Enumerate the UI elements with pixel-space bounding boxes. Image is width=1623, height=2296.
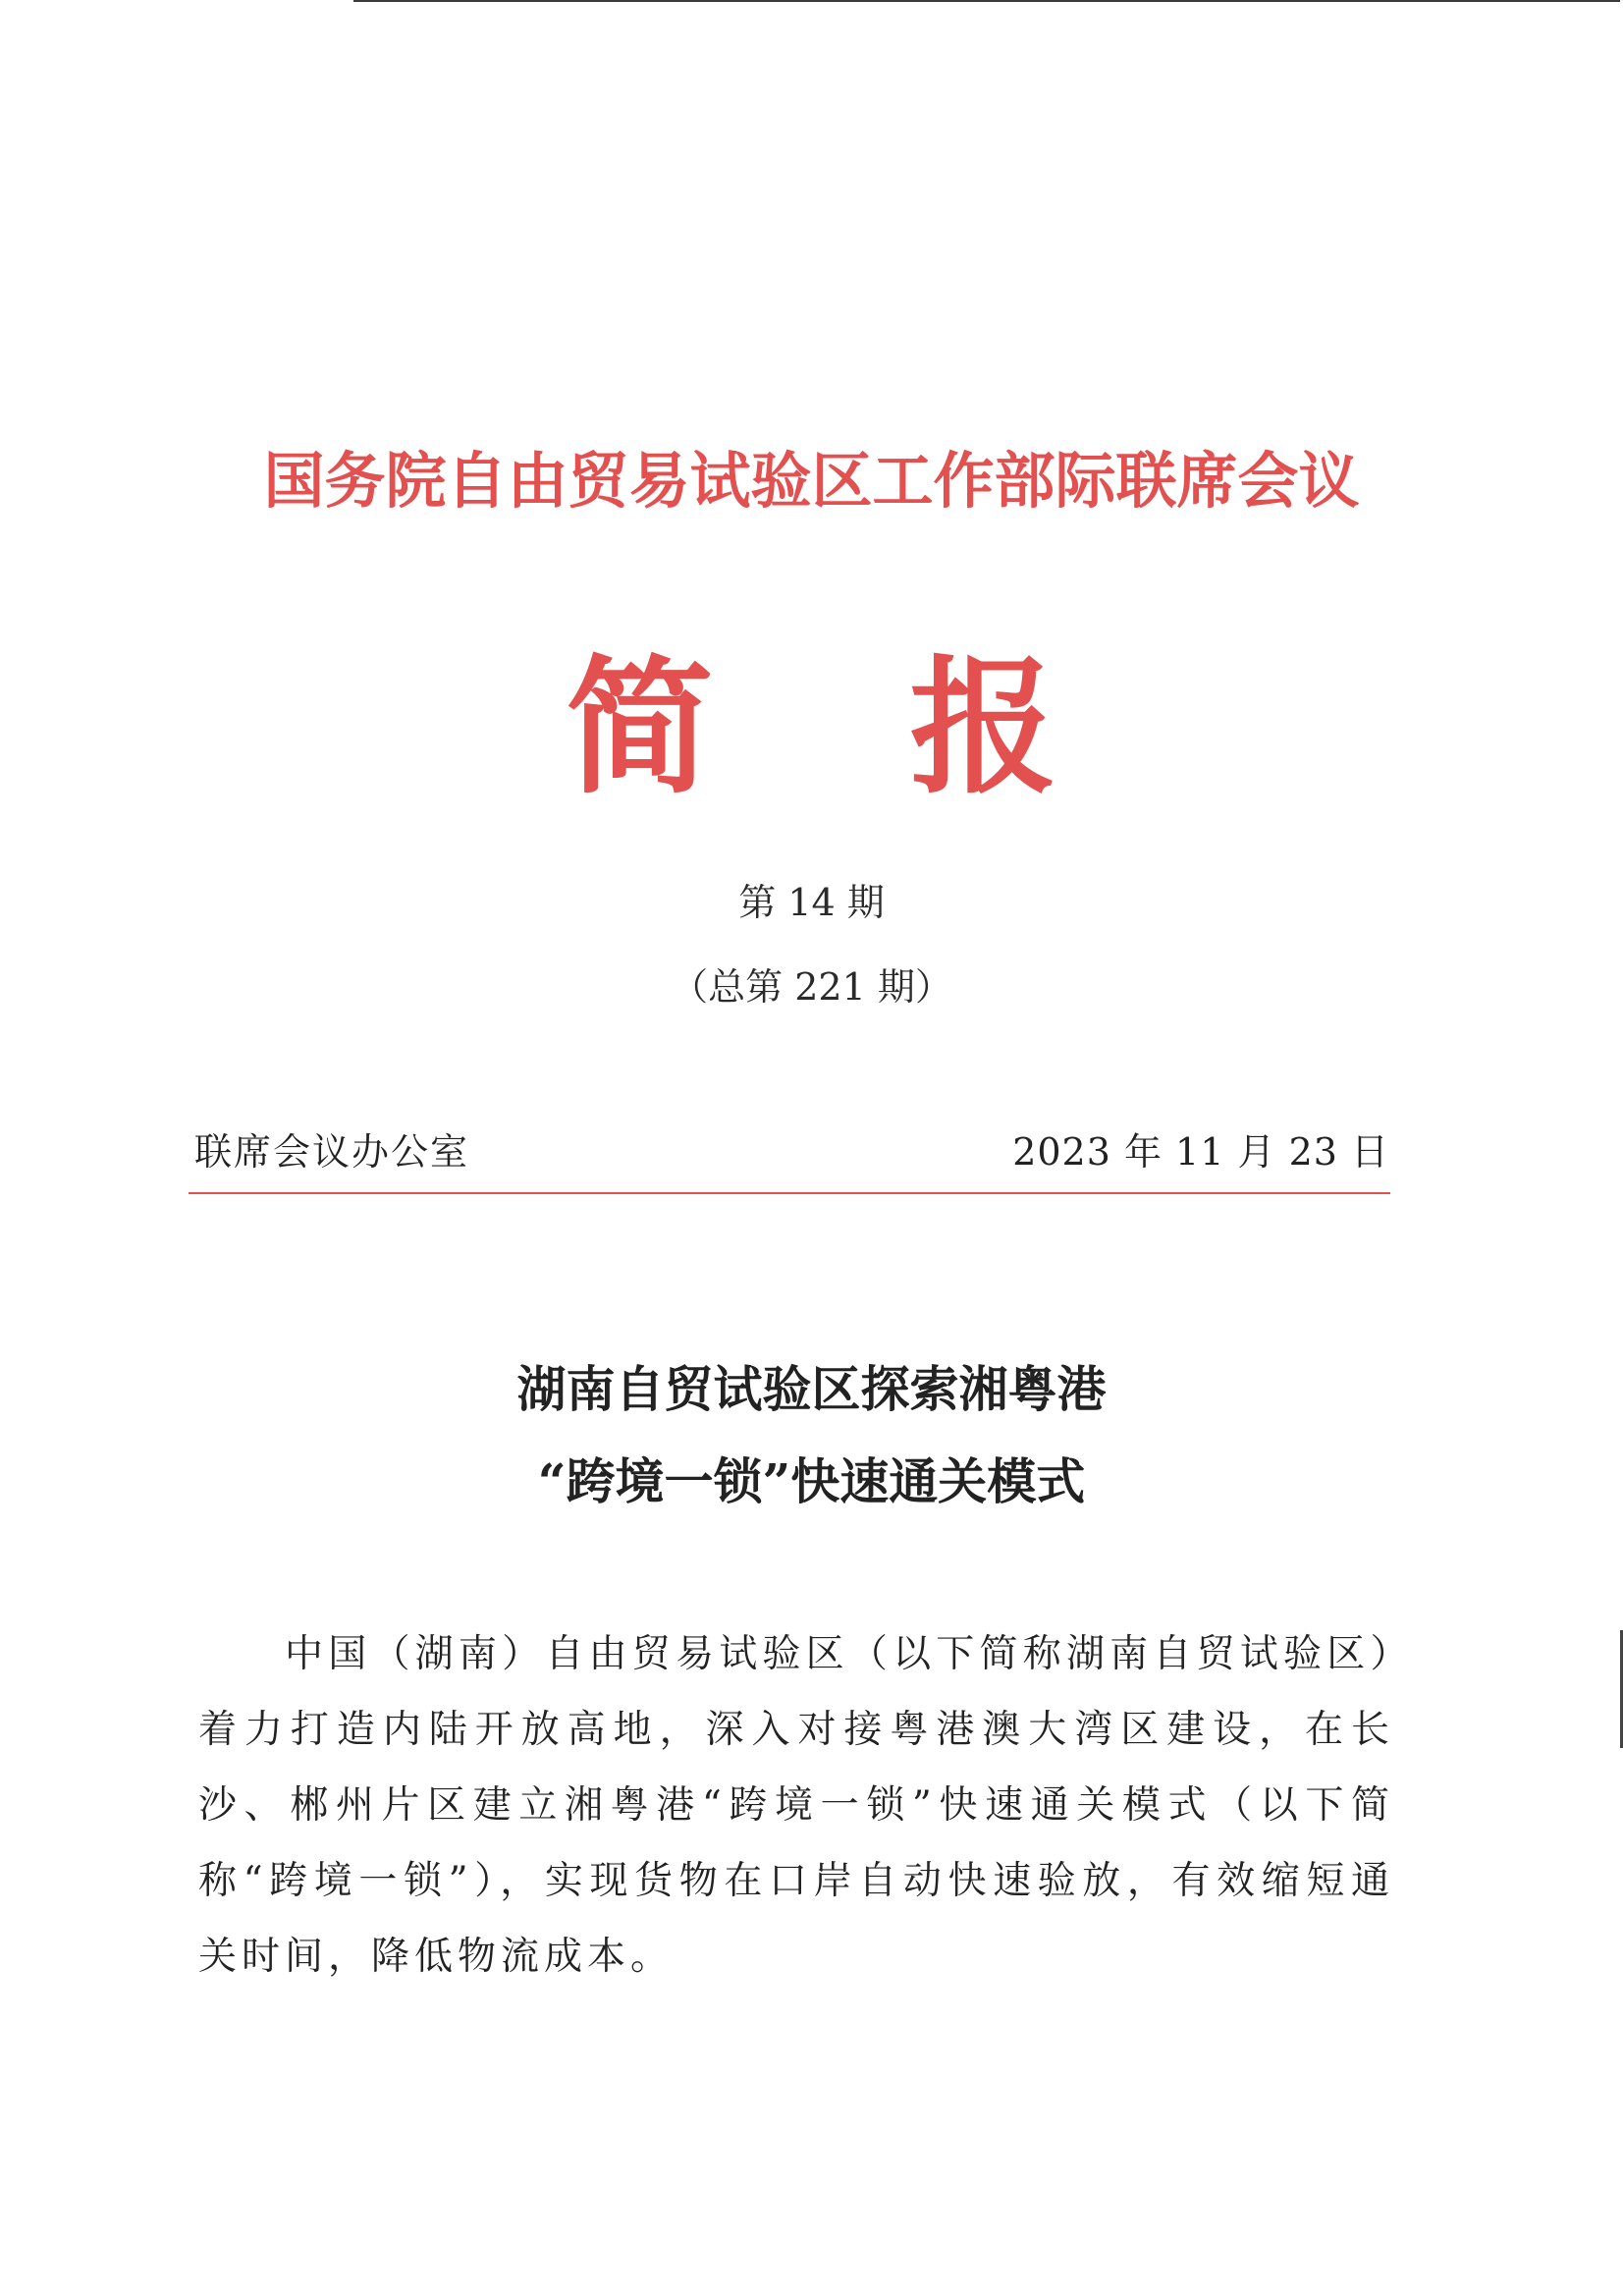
body-paragraph: 中国（湖南）自由贸易试验区（以下简称湖南自贸试验区）着力打造内陆开放高地，深入对接粤港澳大湾区建设，在长沙、郴州片区建立湘粤港“跨境一锁”快速通关模式（以下简称“跨境一锁”），实现货物在口岸自动快速验放，有效缩短通关时间，降低物流成本。 [198, 1632, 1394, 1979]
article-headline [0, 1343, 1623, 1528]
issue-date: 2023 年 11 月 23 日 [1012, 1130, 1389, 1174]
masthead-title: 国务院自由贸易试验区工作部际联席会议 [263, 445, 1360, 517]
red-divider-line [189, 1192, 1390, 1194]
issue-number: 第 14 期 [738, 881, 885, 924]
bulletin-title-char-2: 报 [909, 641, 1057, 814]
issue-total-number: （总第 221 期） [671, 965, 952, 1009]
headline-line-1: 湖南自贸试验区探索湘粤港 [516, 1360, 1107, 1418]
scan-edge-top [353, 0, 1620, 2]
issuer: 联席会议办公室 [194, 1130, 470, 1174]
headline-line-2: “跨境一锁”快速通关模式 [537, 1452, 1086, 1510]
bulletin-title-char-1: 简 [566, 641, 714, 814]
bulletin-title [0, 609, 1623, 821]
